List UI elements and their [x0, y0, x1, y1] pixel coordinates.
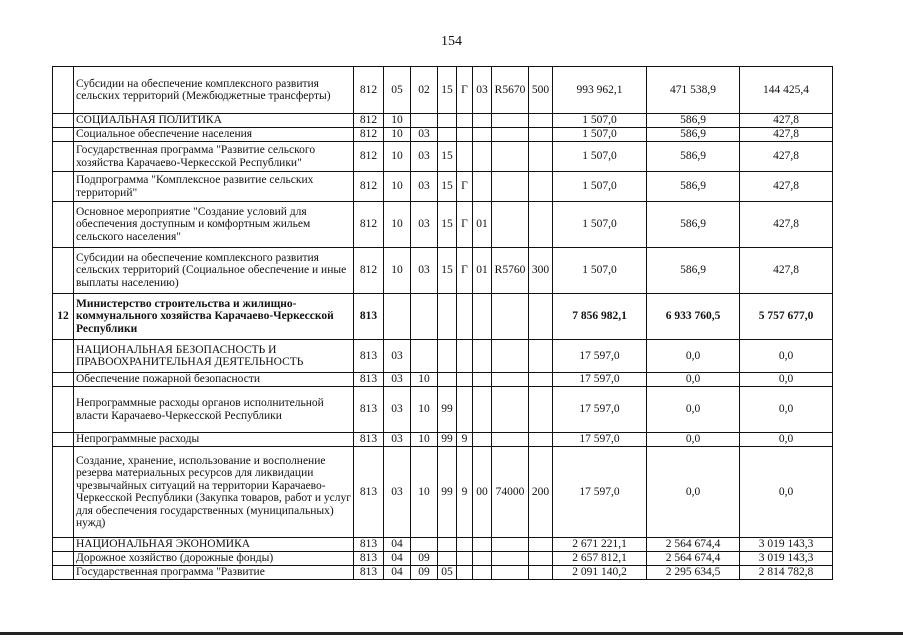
- cell-p2: 9: [457, 433, 473, 447]
- cell-no: [53, 447, 74, 538]
- cell-y3: 3 019 143,3: [740, 552, 833, 566]
- cell-y1: 2 091 140,2: [553, 566, 647, 580]
- cell-y3: 427,8: [740, 142, 833, 172]
- cell-y1: 1 507,0: [553, 248, 647, 294]
- cell-rz: 10: [384, 142, 411, 172]
- cell-y1: 1 507,0: [553, 128, 647, 142]
- cell-p1: 99: [438, 433, 457, 447]
- cell-dir: [492, 114, 529, 128]
- cell-y2: 0,0: [647, 387, 740, 433]
- cell-rz: 05: [384, 67, 411, 114]
- cell-y3: 0,0: [740, 433, 833, 447]
- cell-y2: 586,9: [647, 248, 740, 294]
- cell-name: Государственная программа "Развитие сельского хозяйства Карачаево-Черкесской Республики": [74, 142, 354, 172]
- cell-y2: 586,9: [647, 172, 740, 202]
- cell-p1: 99: [438, 387, 457, 433]
- cell-p2: [457, 566, 473, 580]
- cell-vr: [529, 552, 553, 566]
- cell-p1: [438, 340, 457, 373]
- cell-pr: 10: [411, 373, 438, 387]
- cell-p2: [457, 340, 473, 373]
- cell-dir: R5670: [492, 67, 529, 114]
- cell-y1: 1 507,0: [553, 172, 647, 202]
- cell-vr: 200: [529, 447, 553, 538]
- cell-dir: [492, 128, 529, 142]
- cell-p2: [457, 114, 473, 128]
- cell-ved: 812: [354, 172, 384, 202]
- cell-vr: 300: [529, 248, 553, 294]
- cell-dir: R5760: [492, 248, 529, 294]
- cell-y3: 0,0: [740, 373, 833, 387]
- cell-y3: 427,8: [740, 202, 833, 248]
- cell-name: Субсидии на обеспечение комплексного развития сельских территорий (Социальное обеспечение и иные выплаты населению): [74, 248, 354, 294]
- cell-dir: [492, 172, 529, 202]
- cell-dir: 74000: [492, 447, 529, 538]
- cell-p3: [473, 294, 492, 340]
- cell-ved: 812: [354, 128, 384, 142]
- cell-p2: [457, 538, 473, 552]
- cell-dir: [492, 142, 529, 172]
- cell-ved: 813: [354, 566, 384, 580]
- table-row: [53, 67, 833, 114]
- cell-y3: 0,0: [740, 340, 833, 373]
- cell-p1: 05: [438, 566, 457, 580]
- cell-pr: 10: [411, 433, 438, 447]
- cell-y3: 3 019 143,3: [740, 538, 833, 552]
- cell-pr: [411, 538, 438, 552]
- cell-vr: [529, 128, 553, 142]
- cell-y2: 2 295 634,5: [647, 566, 740, 580]
- cell-p3: 00: [473, 447, 492, 538]
- cell-name: Субсидии на обеспечение комплексного развития сельских территорий (Межбюджетные трансферты): [74, 67, 354, 114]
- cell-pr: 10: [411, 447, 438, 538]
- cell-p1: 15: [438, 248, 457, 294]
- cell-p3: [473, 172, 492, 202]
- cell-p3: [473, 552, 492, 566]
- cell-dir: [492, 433, 529, 447]
- cell-pr: 02: [411, 67, 438, 114]
- cell-name: Дорожное хозяйство (дорожные фонды): [74, 552, 354, 566]
- cell-y1: 17 597,0: [553, 340, 647, 373]
- cell-p2: [457, 373, 473, 387]
- cell-y3: 0,0: [740, 447, 833, 538]
- cell-pr: 09: [411, 552, 438, 566]
- page-bottom-rule: [0, 632, 903, 635]
- cell-pr: [411, 294, 438, 340]
- cell-y2: 2 564 674,4: [647, 552, 740, 566]
- cell-vr: [529, 114, 553, 128]
- cell-dir: [492, 373, 529, 387]
- cell-p2: Г: [457, 248, 473, 294]
- cell-y3: 427,8: [740, 114, 833, 128]
- cell-p1: [438, 294, 457, 340]
- cell-dir: [492, 340, 529, 373]
- cell-p1: [438, 538, 457, 552]
- page-number: 154: [441, 34, 462, 49]
- cell-name: Основное мероприятие "Создание условий для обеспечения доступным и комфортным жильем сельского населения": [74, 202, 354, 248]
- cell-vr: 500: [529, 67, 553, 114]
- cell-name: Министерство строительства и жилищно-коммунального хозяйства Карачаево-Черкесской Республики: [74, 294, 354, 340]
- cell-y2: 0,0: [647, 340, 740, 373]
- cell-p1: [438, 114, 457, 128]
- cell-y2: 586,9: [647, 202, 740, 248]
- cell-no: [53, 340, 74, 373]
- cell-dir: [492, 387, 529, 433]
- cell-name: Непрограммные расходы: [74, 433, 354, 447]
- cell-p3: [473, 340, 492, 373]
- cell-vr: [529, 294, 553, 340]
- cell-dir: [492, 202, 529, 248]
- cell-y3: 427,8: [740, 172, 833, 202]
- cell-dir: [492, 566, 529, 580]
- cell-no: [53, 142, 74, 172]
- cell-y2: 586,9: [647, 114, 740, 128]
- cell-p1: [438, 552, 457, 566]
- cell-vr: [529, 202, 553, 248]
- cell-p3: [473, 538, 492, 552]
- cell-rz: 03: [384, 340, 411, 373]
- cell-no: [53, 538, 74, 552]
- cell-name: Обеспечение пожарной безопасности: [74, 373, 354, 387]
- cell-y2: 2 564 674,4: [647, 538, 740, 552]
- cell-p2: [457, 142, 473, 172]
- cell-y3: 144 425,4: [740, 67, 833, 114]
- cell-p2: 9: [457, 447, 473, 538]
- cell-rz: 10: [384, 172, 411, 202]
- cell-y1: 17 597,0: [553, 373, 647, 387]
- table-row: [53, 552, 833, 566]
- cell-ved: 812: [354, 142, 384, 172]
- cell-y2: 471 538,9: [647, 67, 740, 114]
- cell-rz: 03: [384, 447, 411, 538]
- cell-vr: [529, 172, 553, 202]
- table-row: [53, 114, 833, 128]
- cell-no: [53, 172, 74, 202]
- cell-p3: [473, 128, 492, 142]
- cell-ved: 813: [354, 387, 384, 433]
- cell-no: [53, 387, 74, 433]
- cell-y2: 0,0: [647, 373, 740, 387]
- cell-pr: [411, 114, 438, 128]
- cell-dir: [492, 294, 529, 340]
- cell-p3: 03: [473, 67, 492, 114]
- table-row: [53, 248, 833, 294]
- cell-pr: 03: [411, 128, 438, 142]
- cell-ved: 813: [354, 340, 384, 373]
- cell-ved: 812: [354, 67, 384, 114]
- cell-rz: 04: [384, 538, 411, 552]
- cell-p1: 15: [438, 172, 457, 202]
- cell-no: [53, 433, 74, 447]
- cell-ved: 813: [354, 447, 384, 538]
- cell-p3: [473, 142, 492, 172]
- cell-rz: 04: [384, 552, 411, 566]
- cell-y2: 0,0: [647, 447, 740, 538]
- cell-ved: 813: [354, 294, 384, 340]
- cell-rz: [384, 294, 411, 340]
- table-row: [53, 128, 833, 142]
- cell-ved: 813: [354, 373, 384, 387]
- cell-p3: [473, 373, 492, 387]
- cell-p2: [457, 387, 473, 433]
- budget-table: [52, 66, 833, 580]
- cell-y1: 2 671 221,1: [553, 538, 647, 552]
- cell-vr: [529, 340, 553, 373]
- cell-p3: [473, 433, 492, 447]
- cell-name: Государственная программа "Развитие: [74, 566, 354, 580]
- cell-p2: Г: [457, 172, 473, 202]
- cell-p3: 01: [473, 248, 492, 294]
- cell-ved: 813: [354, 552, 384, 566]
- table-row: [53, 447, 833, 538]
- cell-name: СОЦИАЛЬНАЯ ПОЛИТИКА: [74, 114, 354, 128]
- cell-y1: 7 856 982,1: [553, 294, 647, 340]
- cell-y3: 2 814 782,8: [740, 566, 833, 580]
- cell-rz: 03: [384, 387, 411, 433]
- cell-p3: [473, 114, 492, 128]
- cell-rz: 10: [384, 248, 411, 294]
- cell-pr: 03: [411, 248, 438, 294]
- table-row: [53, 566, 833, 580]
- cell-rz: 04: [384, 566, 411, 580]
- table-row: [53, 433, 833, 447]
- cell-no: [53, 128, 74, 142]
- cell-y2: 586,9: [647, 142, 740, 172]
- cell-y1: 1 507,0: [553, 114, 647, 128]
- cell-ved: 812: [354, 114, 384, 128]
- cell-pr: 09: [411, 566, 438, 580]
- cell-no: [53, 566, 74, 580]
- cell-pr: 10: [411, 387, 438, 433]
- cell-y1: 17 597,0: [553, 387, 647, 433]
- cell-p1: 15: [438, 202, 457, 248]
- cell-p3: 01: [473, 202, 492, 248]
- cell-y3: 5 757 677,0: [740, 294, 833, 340]
- cell-name: НАЦИОНАЛЬНАЯ БЕЗОПАСНОСТЬ И ПРАВООХРАНИТЕЛЬНАЯ ДЕЯТЕЛЬНОСТЬ: [74, 340, 354, 373]
- cell-ved: 812: [354, 202, 384, 248]
- cell-pr: 03: [411, 202, 438, 248]
- cell-y1: 993 962,1: [553, 67, 647, 114]
- cell-name: Непрограммные расходы органов исполнительной власти Карачаево-Черкесской Республики: [74, 387, 354, 433]
- cell-dir: [492, 552, 529, 566]
- cell-p2: Г: [457, 202, 473, 248]
- table-row: [53, 538, 833, 552]
- cell-y1: 17 597,0: [553, 433, 647, 447]
- cell-p1: 99: [438, 447, 457, 538]
- cell-no: [53, 67, 74, 114]
- cell-no: [53, 373, 74, 387]
- cell-p2: Г: [457, 67, 473, 114]
- cell-p2: [457, 552, 473, 566]
- cell-rz: 03: [384, 373, 411, 387]
- cell-vr: [529, 373, 553, 387]
- cell-no: [53, 114, 74, 128]
- cell-y1: 1 507,0: [553, 142, 647, 172]
- table-row: [53, 294, 833, 340]
- cell-dir: [492, 538, 529, 552]
- cell-vr: [529, 142, 553, 172]
- cell-p1: [438, 128, 457, 142]
- cell-p2: [457, 128, 473, 142]
- cell-ved: 812: [354, 248, 384, 294]
- table-row: [53, 142, 833, 172]
- cell-name: Создание, хранение, использование и восполнение резерва материальных ресурсов для ликвидации чрезвычайных ситуаций на территории Карачаево-Черкесской Республики (Закупка товаров, работ и услуг для обеспечения государственных (муниципальных) нужд): [74, 447, 354, 538]
- cell-pr: [411, 340, 438, 373]
- table-row: [53, 202, 833, 248]
- cell-p1: 15: [438, 67, 457, 114]
- cell-name: НАЦИОНАЛЬНАЯ ЭКОНОМИКА: [74, 538, 354, 552]
- cell-p3: [473, 566, 492, 580]
- cell-name: Социальное обеспечение населения: [74, 128, 354, 142]
- cell-p1: [438, 373, 457, 387]
- cell-vr: [529, 433, 553, 447]
- cell-vr: [529, 387, 553, 433]
- cell-rz: 03: [384, 433, 411, 447]
- cell-rz: 10: [384, 202, 411, 248]
- cell-ved: 813: [354, 538, 384, 552]
- cell-name: Подпрограмма "Комплексное развитие сельских территорий": [74, 172, 354, 202]
- cell-y1: 17 597,0: [553, 447, 647, 538]
- table-row: [53, 340, 833, 373]
- table-row: [53, 387, 833, 433]
- cell-p1: 15: [438, 142, 457, 172]
- cell-rz: 10: [384, 128, 411, 142]
- cell-y1: 2 657 812,1: [553, 552, 647, 566]
- cell-y2: 0,0: [647, 433, 740, 447]
- cell-no: [53, 248, 74, 294]
- cell-rz: 10: [384, 114, 411, 128]
- cell-no: [53, 552, 74, 566]
- cell-no: [53, 202, 74, 248]
- cell-pr: 03: [411, 172, 438, 202]
- cell-y2: 6 933 760,5: [647, 294, 740, 340]
- cell-y3: 0,0: [740, 387, 833, 433]
- cell-y2: 586,9: [647, 128, 740, 142]
- table-row: [53, 373, 833, 387]
- cell-no: 12: [53, 294, 74, 340]
- cell-p2: [457, 294, 473, 340]
- cell-pr: 03: [411, 142, 438, 172]
- cell-vr: [529, 538, 553, 552]
- cell-vr: [529, 566, 553, 580]
- cell-p3: [473, 387, 492, 433]
- cell-ved: 813: [354, 433, 384, 447]
- cell-y1: 1 507,0: [553, 202, 647, 248]
- cell-y3: 427,8: [740, 128, 833, 142]
- table-row: [53, 172, 833, 202]
- cell-y3: 427,8: [740, 248, 833, 294]
